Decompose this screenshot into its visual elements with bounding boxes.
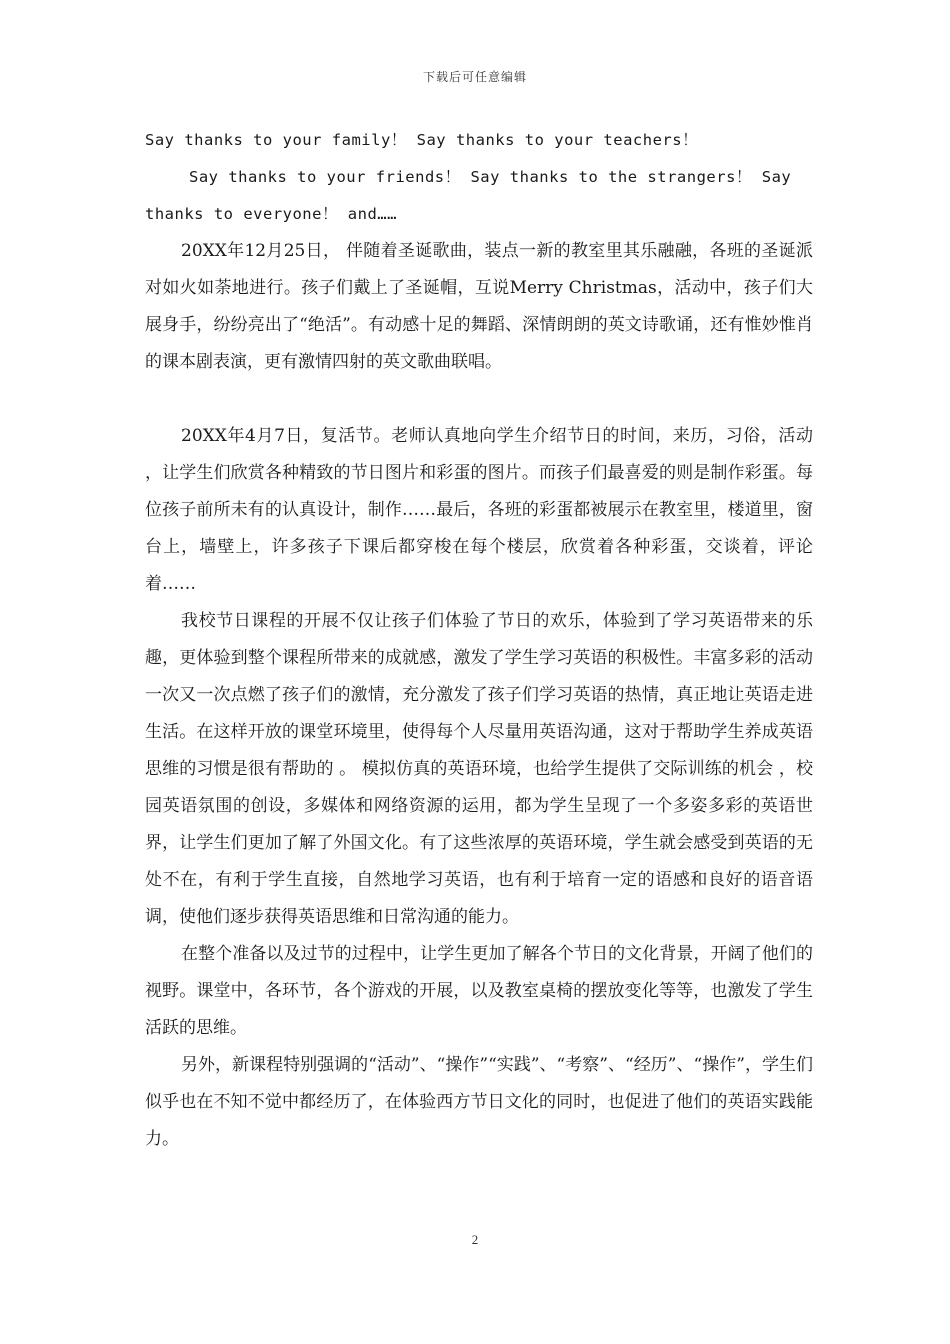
- paragraph-culture: 在整个准备以及过节的过程中，让学生更加了解各个节日的文化背景，开阔了他们的视野。课堂中，各环节，各个游戏的开展，以及教室桌椅的摆放变化等等，也激发了学生活跃的思维。: [145, 944, 813, 1038]
- paragraph-practice: 另外，新课程特别强调的“活动”、“操作”“实践”、“考察”、“经历”、“操作”，学生们似乎也在不知不觉中都经历了，在体验西方节日文化的同时，也促进了他们的英语实践能力。: [145, 1055, 813, 1149]
- paragraph-christmas: 20XX年12月25日， 伴随着圣诞歌曲，装点一新的教室里其乐融融，各班的圣诞派对如火如荼地进行。孩子们戴上了圣诞帽，互说Merry Christmas，活动中，孩子们大展身手，纷纷亮出了“绝活”。有动感十足的舞蹈、深情朗朗的英文诗歌诵，还有惟妙惟肖的课本剧表演，更有激情四射的英文歌曲联唱。: [145, 241, 813, 372]
- paragraph-thanks-2: Say thanks to your friends！ Say thanks to the strangers！ Say thanks to everyone！ and……: [145, 168, 792, 223]
- document-body: [145, 122, 813, 1158]
- page-header: 下载后可任意编辑: [422, 70, 527, 84]
- paragraph-course-benefits: 我校节日课程的开展不仅让孩子们体验了节日的欢乐，体验到了学习英语带来的乐趣，更体验到整个课程所带来的成就感，激发了学生学习英语的积极性。丰富多彩的活动一次又一次点燃了孩子们的激情，充分激发了孩子们学习英语的热情，真正地让英语走进生活。在这样开放的课堂环境里，使得每个人尽量用英语沟通，这对于帮助学生养成英语思维的习惯是很有帮助的 。 模拟仿真的英语环境，也给学生提供了交际训练的机会 ，校园英语氛围的创设，多媒体和网络资源的运用，都为学生呈现了一个多姿多彩的英语世界，让学生们更加了解了外国文化。有了这些浓厚的英语环境，学生就会感受到英语的无处不在，有利于学生直接，自然地学习英语，也有利于培育一定的语感和良好的语音语调，使他们逐步获得英语思维和日常沟通的能力。: [145, 611, 813, 927]
- paragraph-easter: 20XX年4月7日，复活节。老师认真地向学生介绍节日的时间，来历，习俗，活动 ，让学生们欣赏各种精致的节日图片和彩蛋的图片。而孩子们最喜爱的则是制作彩蛋。每位孩子前所未有的认真设计，制作……最后，各班的彩蛋都被展示在教室里，楼道里，窗台上，墙壁上，许多孩子下课后都穿梭在每个楼层，欣赏着各种彩蛋，交谈着，评论着……: [145, 426, 813, 594]
- paragraph-thanks-1: Say thanks to your family！ Say thanks to your teachers！: [145, 131, 699, 149]
- page-number: 2: [471, 1232, 479, 1247]
- paragraph-spacer: [145, 381, 813, 418]
